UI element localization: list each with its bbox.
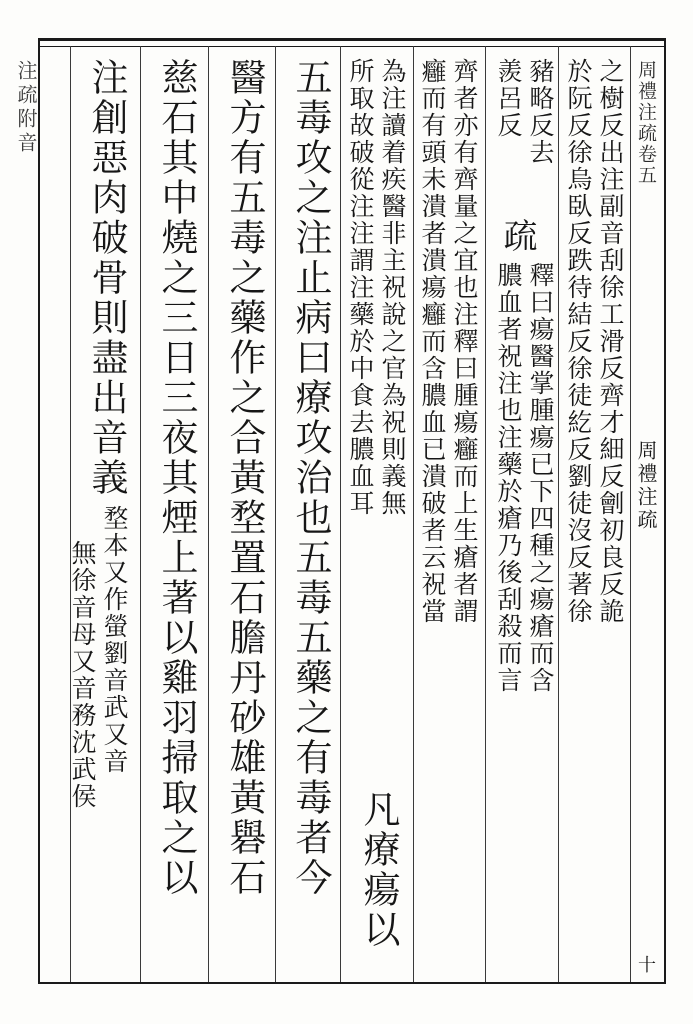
text-column-1b: 於阮反徐烏臥反跌待結反徐徒紇反劉徒沒反著徐 [564, 58, 593, 625]
frame-top-inner-border [38, 46, 666, 47]
text-column-7: 慈石其中燒之三日三夜其煙上著以雞羽掃取之以 [155, 58, 198, 898]
text-column-3a: 齊者亦有齊量之宜也注釋曰腫瘍癰而上生瘡者謂 [450, 58, 479, 625]
column-rule [70, 46, 71, 982]
text-column-1a: 之樹反出注副音刮徐工滑反齊才細反劊初良反詭 [596, 58, 625, 625]
side-book-title: 周禮注疏 [634, 440, 658, 532]
text-column-2d: 膿血者祝注也注藥於瘡乃後刮殺而言 [494, 262, 523, 694]
text-column-2b: 羨呂反 [494, 58, 523, 139]
shu-marker: 疏 [497, 218, 537, 255]
text-column-8b: 堥本又作螢劉音武又音 [100, 505, 129, 775]
column-rule [340, 46, 341, 982]
text-column-4a: 為注讀着疾醫非主祝說之官為祝則義無 [378, 58, 407, 517]
text-column-6: 醫方有五毒之藥作之合黃堥置石膽丹砂雄黃礜石 [223, 58, 266, 898]
text-column-8a: 注創惡肉破骨則盡出音義 [85, 58, 128, 498]
left-margin-label: 注疏附音 [14, 60, 38, 156]
text-column-3b: 癰而有頭未潰者潰瘍癰而含膿血已潰破者云祝當 [418, 58, 447, 625]
frame-right-border [664, 38, 666, 984]
frame-bottom-border [38, 982, 666, 984]
text-column-5: 五毒攻之注止病曰療攻治也五毒五藥之有毒者今 [289, 58, 332, 898]
frame-top-border [38, 38, 666, 41]
column-rule [140, 46, 141, 982]
text-column-2: 豬略反去 [526, 58, 555, 166]
column-rule [630, 46, 631, 982]
side-top-label: 周禮注疏卷五 [635, 60, 657, 186]
page-number: 十 [635, 955, 656, 973]
column-rule [485, 46, 486, 982]
text-column-8c: 無徐音母又音務沈武侯 [68, 540, 97, 810]
column-rule [413, 46, 414, 982]
column-rule [208, 46, 209, 982]
text-column-4-main: 凡療瘍以 [357, 790, 400, 950]
text-column-4b: 所取故破從注注謂注藥於中食去膿血耳 [346, 58, 375, 517]
column-rule [275, 46, 276, 982]
frame-left-border [38, 38, 40, 984]
column-rule [558, 46, 559, 982]
text-column-2c: 釋曰瘍醫掌腫瘍已下四種之瘍瘡而含 [526, 262, 555, 694]
